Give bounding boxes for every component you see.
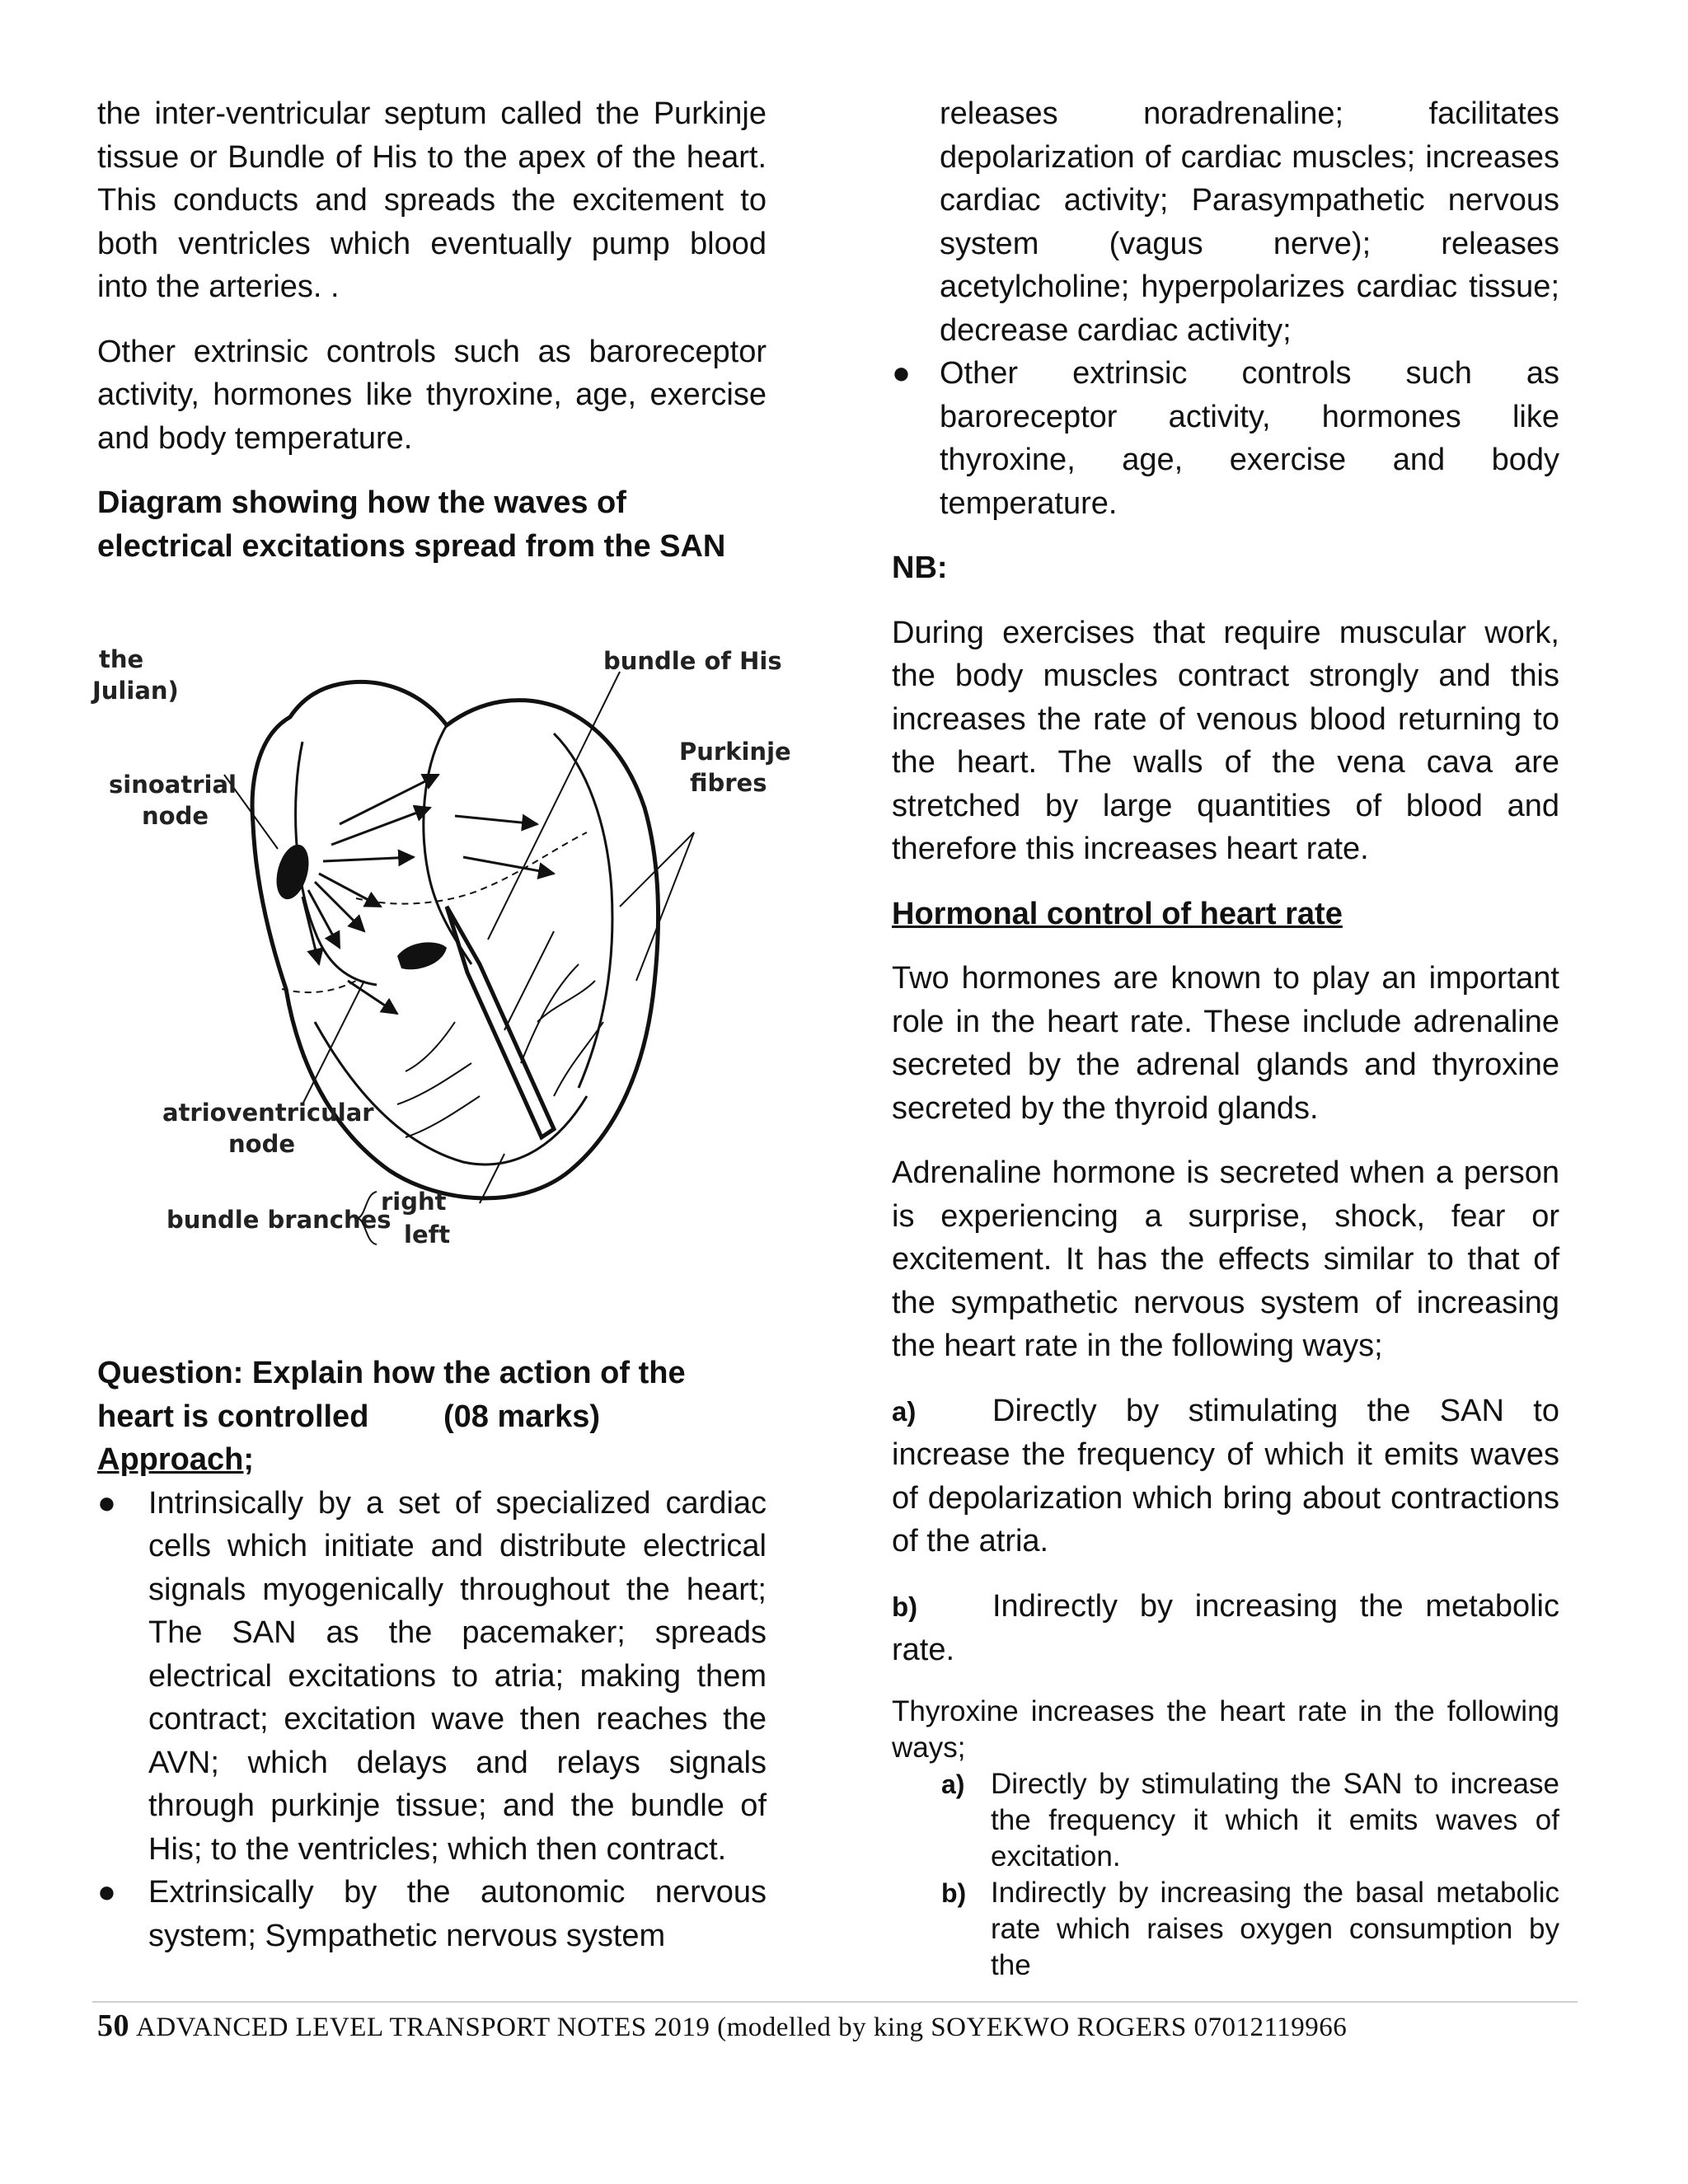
list-item <box>892 1766 1559 1875</box>
marker-a: a) <box>892 1395 917 1427</box>
nb-paragraph: During exercises that require muscular work, the body muscles contract strongly and this increases the rate of venous blood returning to the heart. The walls of the vena cava are stretched by large quantities of blood and therefore this increases heart rate. <box>892 615 1559 866</box>
list-item <box>97 1871 767 1957</box>
right-column <box>892 92 1559 1984</box>
approach-list <box>97 1482 767 1958</box>
thyroxine-paragraph: Thyroxine increases the heart rate in the following ways; <box>892 1694 1559 1764</box>
label-fibres: fibres <box>690 769 767 797</box>
hormones-paragraph: Two hormones are known to play an important role in the heart rate. These include adrenaline secreted by the adrenal glands and thyroxine secreted by the thyroid glands. <box>892 961 1559 1126</box>
label-the: the <box>99 645 144 673</box>
list-item <box>97 1482 767 1872</box>
adrenaline-item-a <box>892 1390 1559 1563</box>
question-text <box>97 1352 767 1438</box>
question-label: Question: Explain how the action of the heart is controlled <box>97 1356 686 1434</box>
page-number: 50 <box>97 2008 129 2043</box>
label-sinoatrial: sinoatrial <box>109 771 237 799</box>
label-bundle-of-his: bundle of His <box>603 647 782 675</box>
footer-divider <box>92 2001 1578 2003</box>
thyroxine-a-text: Directly by stimulating the SAN to increase the frequency it which it emits waves of excitation. <box>991 1767 1559 1872</box>
diagram-heading: Diagram showing how the waves of electrical excitations spread from the SAN <box>97 485 726 564</box>
adrenaline-b-text: Indirectly by increasing the metabolic rate. <box>892 1588 1559 1667</box>
label-left: left <box>404 1221 451 1249</box>
adrenaline-a-text: Directly by stimulating the SAN to increase the frequency of which it emits waves of depolarization which bring about contractions of the atria. <box>892 1393 1559 1558</box>
bullet-icon: ● <box>97 1485 116 1521</box>
label-purkinje: Purkinje <box>679 738 791 766</box>
label-node-sa: node <box>142 802 209 830</box>
sinoatrial-node <box>271 841 314 902</box>
thyroxine-list <box>892 1766 1559 1984</box>
label-atrioventricular: atrioventricular <box>162 1099 374 1127</box>
bullet-text-1: Intrinsically by a set of specialized cardiac cells which initiate and distribute electrical signals myogenically throughout the heart; The SAN as the pacemaker; spreads electrical excitations to atria; making them contract; excitation wave then reaches the AVN; which delays and relays signals through purkinje tissue; and the bundle of His; to the ventricles; which then contract. <box>148 1485 767 1867</box>
marker-b: b) <box>941 1877 967 1908</box>
thyroxine-b-text: Indirectly by increasing the basal metabolic rate which raises oxygen consumption by the <box>991 1876 1559 1981</box>
footer-text: ADVANCED LEVEL TRANSPORT NOTES 2019 (modelled by king SOYEKWO ROGERS 07012119966 <box>136 2013 1348 2042</box>
label-julian: Julian) <box>92 677 179 705</box>
bullet-text-2: Extrinsically by the autonomic nervous system; Sympathetic nervous system <box>148 1875 767 1953</box>
question-marks: (08 marks) <box>443 1399 601 1434</box>
adrenaline-paragraph: Adrenaline hormone is secreted when a person is experiencing a surprise, shock, fear or excitement. It has the effects similar to that of the sympathetic nervous system of increasing the heart rate in the following ways; <box>892 1155 1559 1363</box>
right-bullet-text: Other extrinsic controls such as baroreceptor activity, hormones like thyroxine, age, exercise and body temperature. <box>940 356 1559 521</box>
right-bullet-list <box>892 352 1559 525</box>
left-paragraph-1: the inter-ventricular septum called the Purkinje tissue or Bundle of His to the apex of the heart. This conducts and spreads the excitement to both ventricles which eventually pump blood into the arteries. . <box>97 96 767 304</box>
list-item <box>892 1875 1559 1984</box>
atrioventricular-node <box>397 942 447 969</box>
label-node-av: node <box>228 1130 295 1158</box>
nb-label: NB: <box>892 551 948 585</box>
label-right: right <box>381 1188 447 1216</box>
heart-conduction-diagram <box>92 635 791 1277</box>
page-footer <box>97 2008 1347 2044</box>
marker-a: a) <box>941 1769 965 1799</box>
list-item <box>892 352 1559 525</box>
left-column <box>97 92 767 568</box>
label-bundle-branches: bundle branches <box>166 1206 392 1234</box>
continued-text: releases noradrenaline; facilitates depolarization of cardiac muscles; increases cardiac activity; Parasympathetic nervous system (vagus nerve); releases acetylcholine; hyperpolarizes cardiac tissue; decrease cardiac activity; <box>940 96 1559 348</box>
bullet-icon: ● <box>97 1875 116 1910</box>
question-section <box>97 1352 767 1957</box>
adrenaline-item-b <box>892 1585 1559 1672</box>
excitation-arrows <box>302 775 554 1014</box>
left-paragraph-2: Other extrinsic controls such as baroreceptor activity, hormones like thyroxine, age, exercise and body temperature. <box>97 334 767 456</box>
bullet-icon: ● <box>892 356 911 391</box>
approach-heading: Approach; <box>97 1442 254 1477</box>
hormonal-heading: Hormonal control of heart rate <box>892 896 1343 931</box>
marker-b: b) <box>892 1591 918 1622</box>
